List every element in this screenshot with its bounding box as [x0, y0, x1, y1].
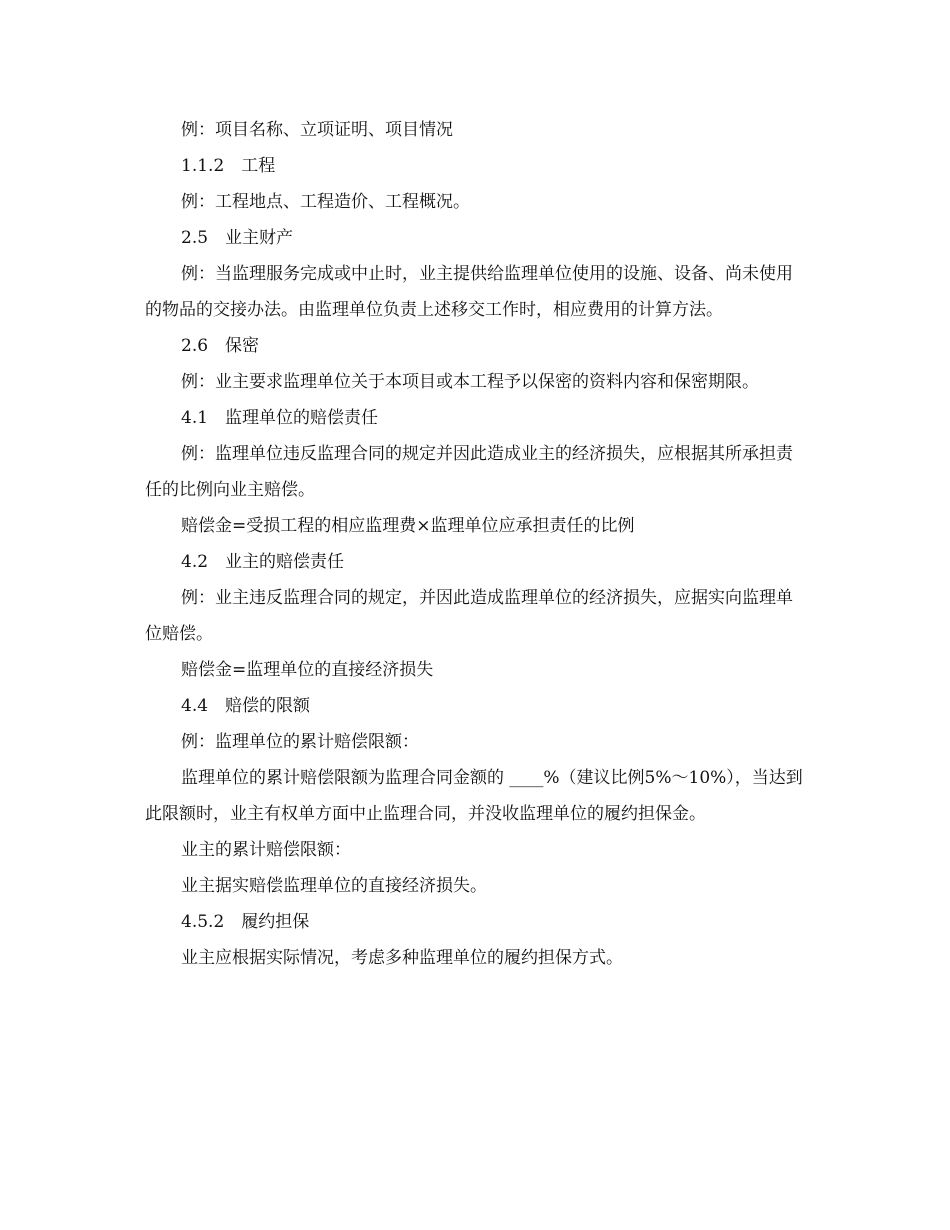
section-heading-1-1-2: 1.1.2 工程 — [181, 156, 276, 176]
paragraph-example-project: 例：项目名称、立项证明、项目情况 — [181, 120, 453, 140]
section-heading-4-2: 4.2 业主的赔偿责任 — [181, 552, 345, 572]
paragraph-supervisor-limit-text: 监理单位的累计赔偿限额为监理合同金额的 ____%（建议比例5%～10%），当达到此限额时，业主有权单方面中止监理合同，并没收监理单位的履约担保金。 — [145, 768, 803, 824]
paragraph-example-engineering: 例：工程地点、工程造价、工程概况。 — [181, 192, 470, 212]
section-heading-4-4: 4.4 赔偿的限额 — [181, 696, 311, 716]
paragraph-owner-property: 例：当监理服务完成或中止时，业主提供给监理单位使用的设施、设备、尚未使用的物品的交接办法。由监理单位负责上述移交工作时，相应费用的计算方法。 — [145, 264, 793, 320]
paragraph-supervisor-limit-label: 例：监理单位的累计赔偿限额： — [181, 732, 419, 752]
paragraph-owner-limit-label: 业主的累计赔偿限额： — [181, 840, 351, 860]
section-heading-4-5-2: 4.5.2 履约担保 — [181, 912, 310, 932]
paragraph-supervisor-liability: 例：监理单位违反监理合同的规定并因此造成业主的经济损失，应根据其所承担责任的比例向业主赔偿。 — [145, 444, 793, 500]
paragraph-compensation-formula-1: 赔偿金=受损工程的相应监理费×监理单位应承担责任的比例 — [181, 516, 635, 536]
paragraph-confidentiality: 例：业主要求监理单位关于本项目或本工程予以保密的资料内容和保密期限。 — [181, 372, 759, 392]
section-heading-4-1: 4.1 监理单位的赔偿责任 — [181, 408, 379, 428]
paragraph-performance-guarantee: 业主应根据实际情况，考虑多种监理单位的履约担保方式。 — [181, 948, 623, 968]
section-heading-2-6: 2.6 保密 — [181, 336, 260, 356]
paragraph-compensation-formula-2: 赔偿金=监理单位的直接经济损失 — [181, 660, 434, 680]
paragraph-owner-liability: 例：业主违反监理合同的规定，并因此造成监理单位的经济损失，应据实向监理单位赔偿。 — [145, 588, 793, 644]
section-heading-2-5: 2.5 业主财产 — [181, 228, 294, 248]
document-body — [145, 112, 805, 976]
paragraph-owner-limit-text: 业主据实赔偿监理单位的直接经济损失。 — [181, 876, 487, 896]
